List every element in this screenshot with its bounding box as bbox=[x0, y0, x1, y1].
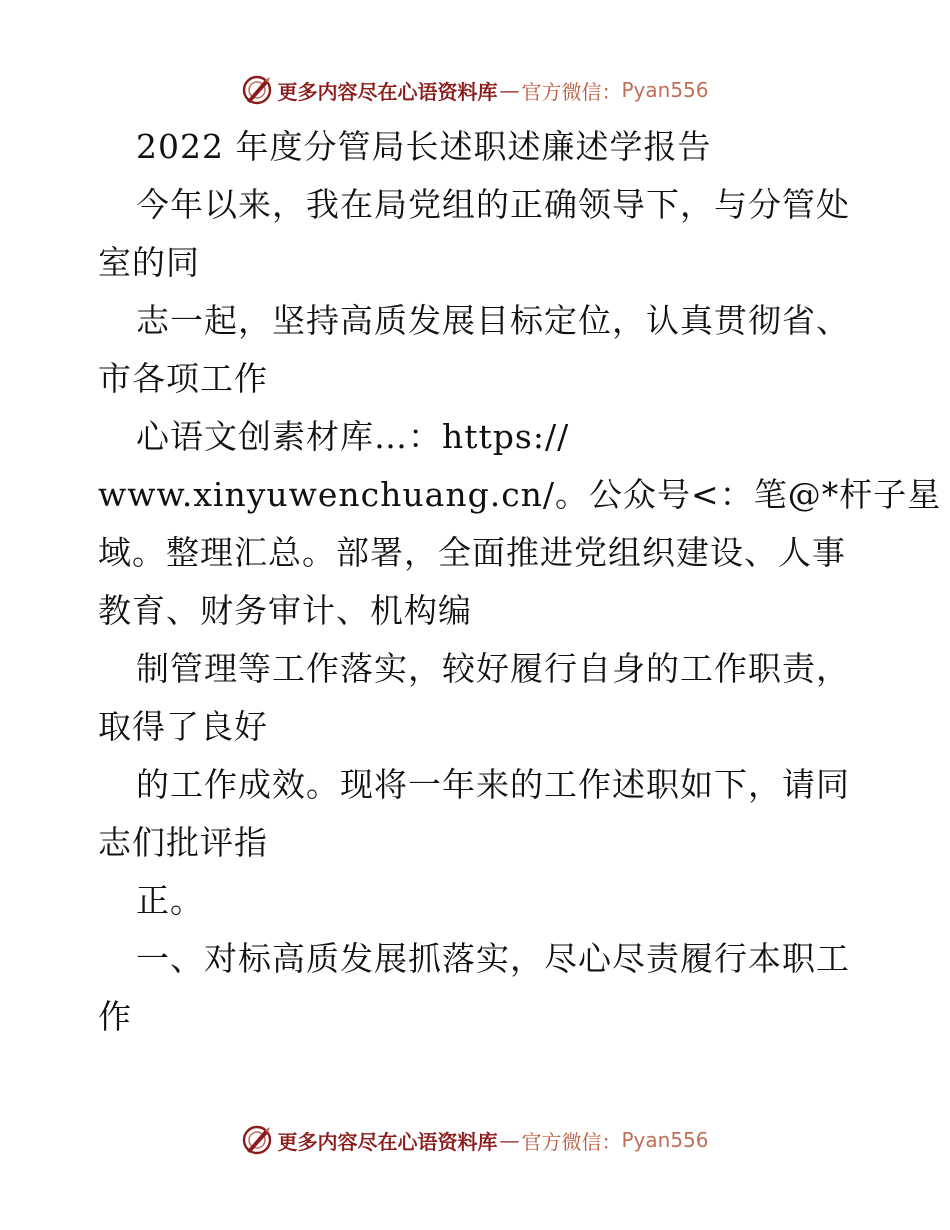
document-body bbox=[98, 118, 942, 1046]
paragraph-line: www.xinyuwenchuang.cn/。公众号<：笔@*杆子星 bbox=[98, 475, 942, 514]
footer-watermark-banner bbox=[0, 1120, 950, 1160]
paragraph-line: 制管理等工作落实，较好履行自身的工作职责， bbox=[136, 649, 850, 688]
banner-wechat-id: Pyan556 bbox=[621, 78, 709, 102]
paragraph-line: 今年以来，我在局党组的正确领导下，与分管处 bbox=[136, 185, 850, 224]
quill-logo-icon bbox=[241, 74, 273, 106]
banner-wechat-id: Pyan556 bbox=[621, 1128, 709, 1152]
paragraph-line: 市各项工作 bbox=[98, 359, 268, 398]
quill-logo-icon bbox=[241, 1124, 273, 1156]
banner-wechat-label: 官方微信： bbox=[521, 79, 622, 104]
paragraph-line: 室的同 bbox=[98, 243, 200, 282]
paragraph-line: 正。 bbox=[136, 881, 204, 920]
banner-brand-text: 更多内容尽在心语资料库 bbox=[277, 79, 498, 104]
paragraph-line: 志们批评指 bbox=[98, 823, 268, 862]
banner-separator: — bbox=[499, 1128, 520, 1152]
paragraph-line: 取得了良好 bbox=[98, 707, 268, 746]
section-heading-line: 作 bbox=[98, 997, 132, 1036]
paragraph-line: 域。整理汇总。部署，全面推进党组织建设、人事 bbox=[98, 533, 846, 572]
header-watermark-banner bbox=[0, 70, 950, 110]
banner-brand-text: 更多内容尽在心语资料库 bbox=[277, 1129, 498, 1154]
paragraph-line: 心语文创素材库…：https:// bbox=[136, 417, 570, 456]
paragraph-line: 的工作成效。现将一年来的工作述职如下，请同 bbox=[136, 765, 850, 804]
document-title: 2022 年度分管局长述职述廉述学报告 bbox=[136, 127, 712, 166]
banner-wechat-label: 官方微信： bbox=[521, 1129, 622, 1154]
paragraph-line: 志一起，坚持高质发展目标定位，认真贯彻省、 bbox=[136, 301, 850, 340]
banner-separator: — bbox=[499, 78, 520, 102]
paragraph-line: 教育、财务审计、机构编 bbox=[98, 591, 472, 630]
section-heading-line: 一、对标高质发展抓落实，尽心尽责履行本职工 bbox=[136, 939, 850, 978]
